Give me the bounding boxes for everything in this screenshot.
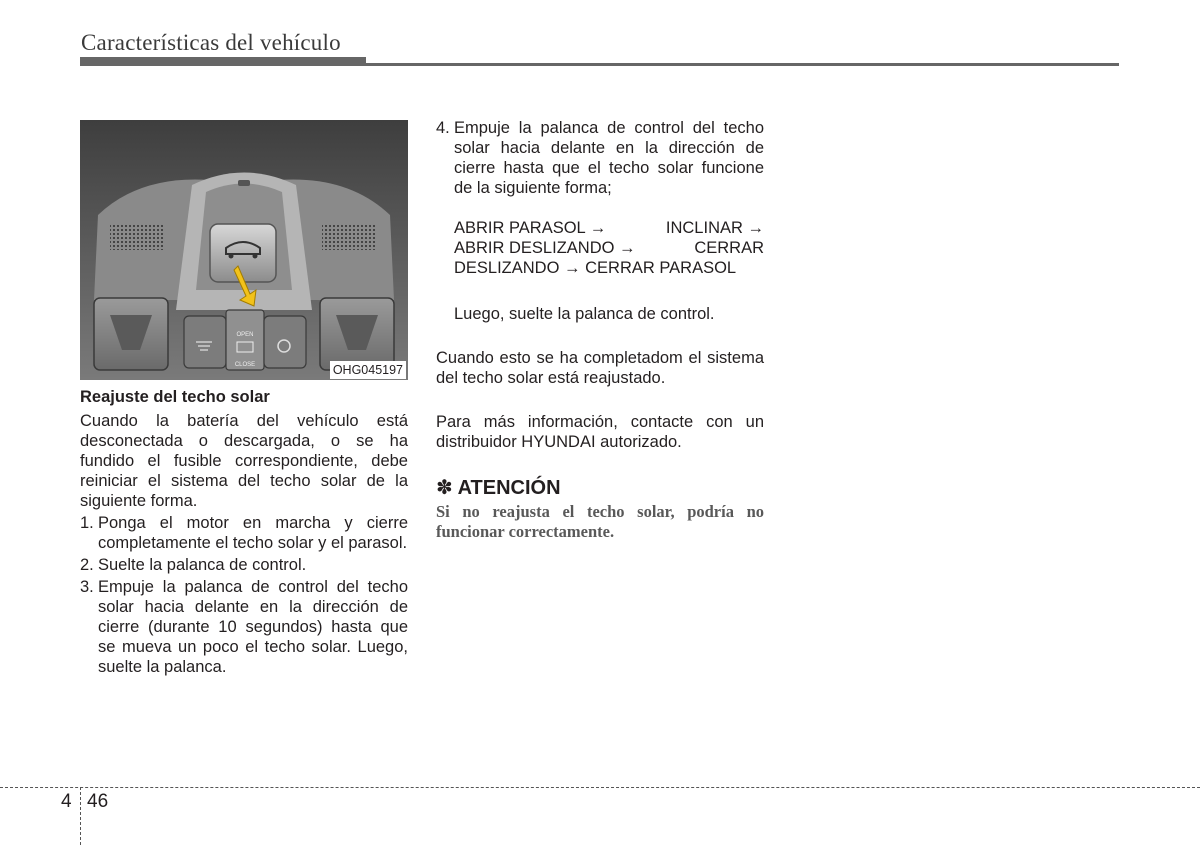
- completion-paragraph: Cuando esto se ha completadom el sistema del techo solar está reajustado.: [436, 349, 764, 387]
- list-item: [436, 118, 764, 198]
- step-number: 4.: [436, 119, 450, 137]
- step-number: 3.: [80, 578, 94, 596]
- left-column: [80, 120, 408, 677]
- footer-dashed-divider: [80, 787, 81, 845]
- sunroof-console-photo: [80, 120, 408, 380]
- overhead-console-illustration: [80, 120, 408, 380]
- intro-paragraph: Cuando la batería del vehículo está desconectada o descargada, o se ha fundido el fusible correspondiente, debe reiniciar el sistema del techo solar de la siguiente forma.: [80, 412, 408, 510]
- section-heading: Reajuste del techo solar: [80, 388, 270, 406]
- release-instruction: Luego, suelte la palanca de control.: [454, 305, 715, 323]
- step-text: Empuje la palanca de control del techo solar hacia delante en la dirección de cierre hasta que el techo solar funcione de la siguiente forma;: [454, 119, 764, 197]
- caution-heading: ✽ ATENCIÓN: [436, 477, 561, 499]
- sequence-part: CERRAR: [694, 239, 764, 257]
- contact-paragraph: Para más información, contacte con un distribuidor HYUNDAI autorizado.: [436, 413, 764, 451]
- step-number: 2.: [80, 556, 94, 574]
- sequence-part: INCLINAR →: [665, 219, 764, 237]
- footer-dashed-rule: [0, 787, 1200, 788]
- list-item: [80, 577, 408, 677]
- step-number: 1.: [80, 514, 94, 532]
- page-header-title: Características del vehículo: [81, 30, 341, 55]
- switch-close-label: CLOSE: [234, 362, 256, 368]
- reset-steps-list: [80, 513, 408, 677]
- operation-sequence: [436, 218, 764, 278]
- reset-steps-list-continued: [436, 118, 764, 198]
- caution-text: Si no reajusta el techo solar, podría no funcionar correctamente.: [436, 502, 764, 541]
- sequence-part: DESLIZANDO → CERRAR PARASOL: [454, 259, 737, 277]
- page-section-number: 4: [61, 791, 72, 812]
- list-item: [80, 555, 408, 575]
- page-number: 46: [87, 791, 109, 812]
- step-text: Ponga el motor en marcha y cierre completamente el techo solar y el parasol.: [98, 514, 408, 552]
- figure-code-label: OHG045197: [330, 361, 406, 379]
- sequence-part: ABRIR PARASOL →: [454, 219, 607, 237]
- sequence-part: ABRIR DESLIZANDO →: [454, 239, 636, 257]
- switch-open-label: OPEN: [236, 332, 254, 338]
- right-column: [436, 118, 764, 542]
- step-text: Suelte la palanca de control.: [98, 556, 307, 574]
- header-rule-thin: [366, 63, 1119, 66]
- step-text: Empuje la palanca de control del techo solar hacia delante en la dirección de cierre (durante 10 segundos) hasta que se mueva un poco el techo solar. Luego, suelte la palanca.: [98, 578, 408, 676]
- header-rule-thick: [80, 57, 366, 66]
- list-item: [80, 513, 408, 553]
